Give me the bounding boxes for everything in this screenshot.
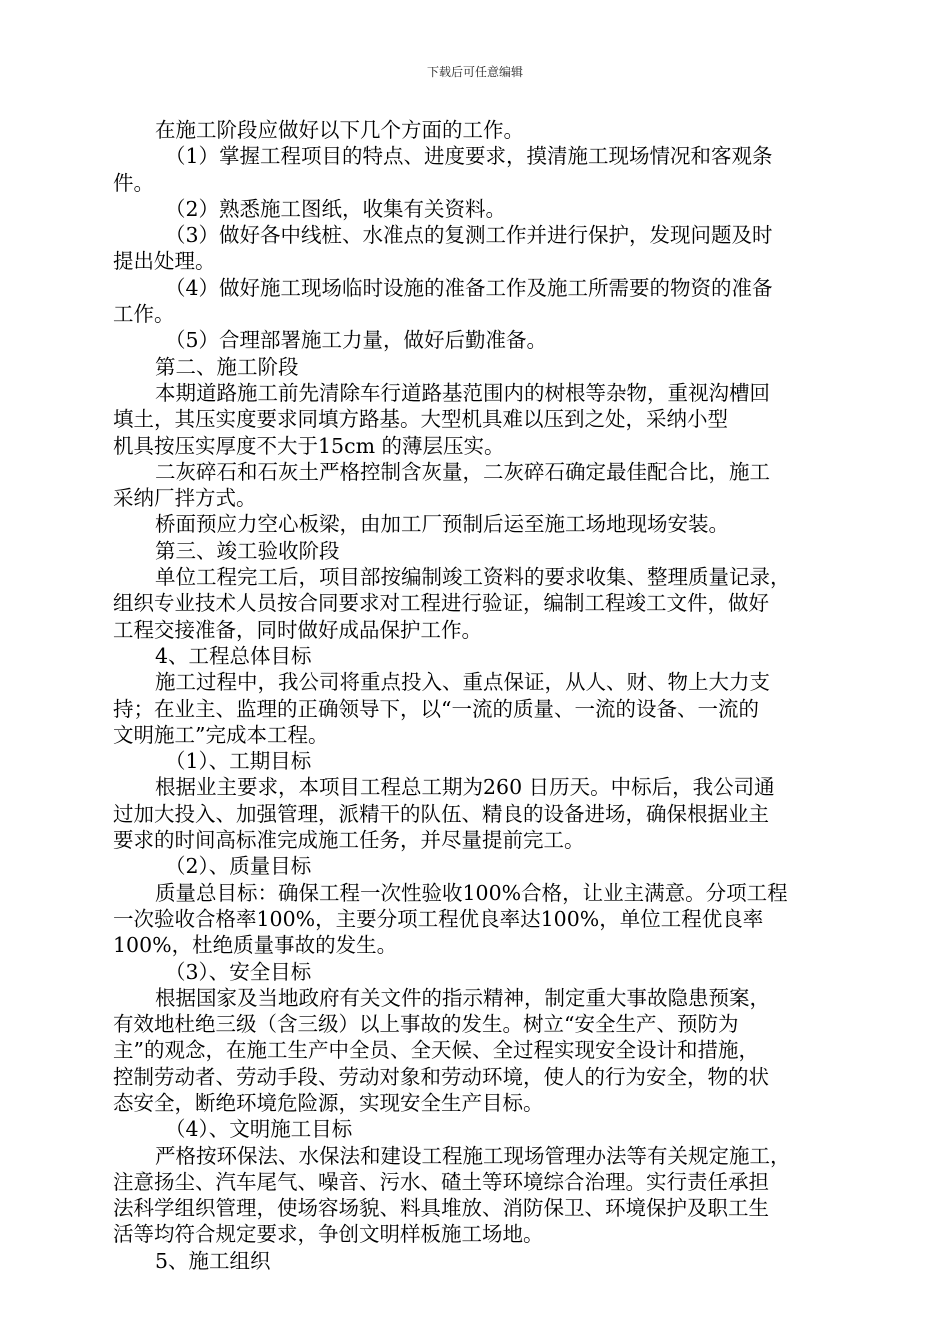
paragraph-line: 机具按压实厚度不大于15cm 的薄层压实。: [113, 433, 505, 458]
paragraph-line: 填土，其压实度要求同填方路基。大型机具难以压到之处，采纳小型: [113, 407, 728, 432]
paragraph-line: 组织专业技术人员按合同要求对工程进行验证，编制工程竣工文件，做好: [113, 591, 769, 616]
paragraph-line: 单位工程完工后，项目部按编制竣工资料的要求收集、整理质量记录，: [155, 565, 791, 590]
paragraph-line: 桥面预应力空心板梁，由加工厂预制后运至施工场地现场安装。: [155, 512, 729, 537]
section-heading: 4、工程总体目标: [155, 643, 312, 668]
subsection-heading: （1）、工期目标: [165, 749, 312, 774]
page-header: 下载后可任意编辑: [426, 65, 523, 79]
paragraph-line: 持；在业主、监理的正确领导下，以“一流的质量、一流的设备、一流的: [113, 696, 759, 721]
paragraph-line: 控制劳动者、劳动手段、劳动对象和劳动环境，使人的行为安全，物的状: [113, 1064, 769, 1089]
section-heading: 第二、施工阶段: [155, 354, 299, 379]
subsection-heading: （4）、文明施工目标: [165, 1117, 353, 1142]
paragraph-line: 质量总目标：确保工程一次性验收100%合格，让业主满意。分项工程: [155, 880, 788, 905]
paragraph-line: 工作。: [113, 302, 175, 327]
section-heading: 5、施工组织: [155, 1248, 271, 1273]
paragraph-line: 施工过程中，我公司将重点投入、重点保证，从人、财、物上大力支: [155, 670, 770, 695]
paragraph-line: 提出处理。: [113, 249, 216, 274]
list-item-line: （1）掌握工程项目的特点、进度要求，摸清施工现场情况和客观条: [165, 144, 773, 169]
list-item-line: （2）熟悉施工图纸，收集有关资料。: [165, 196, 507, 221]
paragraph-line: 活等均符合规定要求，争创文明样板施工场地。: [113, 1222, 544, 1247]
paragraph-line: 一次验收合格率100%，主要分项工程优良率达100%，单位工程优良率: [113, 906, 764, 931]
list-item-line: （5）合理部署施工力量，做好后勤准备。: [165, 328, 548, 353]
paragraph-line: 有效地杜绝三级（含三级）以上事故的发生。树立“安全生产、预防为: [113, 1012, 739, 1037]
paragraph-line: 严格按环保法、水保法和建设工程施工现场管理办法等有关规定施工，: [155, 1143, 791, 1168]
paragraph-line: 在施工阶段应做好以下几个方面的工作。: [155, 118, 524, 142]
paragraph-line: 法科学组织管理，使场容场貌、料具堆放、消防保卫、环境保护及职工生: [113, 1196, 769, 1221]
paragraph-line: 工程交接准备，同时做好成品保护工作。: [113, 617, 482, 642]
paragraph-line: 采纳厂拌方式。: [113, 486, 257, 511]
paragraph-line: 注意扬尘、汽车尾气、噪音、污水、碴土等环境综合治理。实行责任承担: [113, 1169, 769, 1194]
paragraph-line: 100%，杜绝质量事故的发生。: [113, 933, 398, 958]
paragraph-line: 主”的观念，在施工生产中全员、全天候、全过程实现安全设计和措施，: [113, 1038, 759, 1063]
paragraph-line: 二灰碎石和石灰土严格控制含灰量，二灰碎石确定最佳配合比，施工: [155, 459, 770, 484]
paragraph-line: 本期道路施工前先清除车行道路基范围内的树根等杂物，重视沟槽回: [155, 380, 770, 405]
paragraph-line: 态安全，断绝环境危险源，实现安全生产目标。: [113, 1090, 544, 1115]
paragraph-line: 过加大投入、加强管理，派精干的队伍、精良的设备进场，确保根据业主: [113, 801, 769, 826]
paragraph-line: 要求的时间高标准完成施工任务，并尽量提前完工。: [113, 828, 585, 853]
paragraph-line: 根据国家及当地政府有关文件的指示精神，制定重大事故隐患预案，: [155, 985, 770, 1010]
subsection-heading: （3）、安全目标: [165, 959, 312, 984]
paragraph-line: 文明施工”完成本工程。: [113, 722, 329, 747]
subsection-heading: （2）、质量目标: [165, 854, 312, 879]
document-body: [113, 117, 843, 1274]
paragraph-line: 根据业主要求，本项目工程总工期为260 日历天。中标后，我公司通: [155, 775, 775, 800]
section-heading: 第三、竣工验收阶段: [155, 538, 340, 563]
list-item-line: （4）做好施工现场临时设施的准备工作及施工所需要的物资的准备: [165, 275, 773, 300]
paragraph-line: 件。: [113, 170, 154, 195]
list-item-line: （3）做好各中线桩、水准点的复测工作并进行保护，发现问题及时: [165, 223, 773, 248]
